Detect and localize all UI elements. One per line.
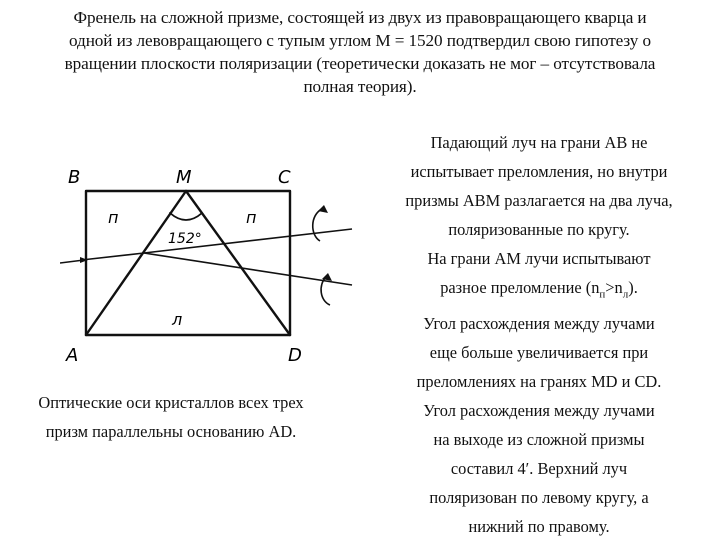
text-fragment: >n: [605, 278, 623, 297]
text-line: еще больше увеличивается при: [429, 343, 649, 363]
text-line: поляризованные по кругу.: [448, 220, 630, 239]
angle-arc: [170, 213, 202, 220]
label-bottom-prism: л: [172, 310, 183, 329]
refraction-line: [366, 273, 712, 309]
circular-arrow-left: [313, 209, 322, 241]
explanation-text: [366, 128, 712, 541]
intro-line: Френель на сложной призме, состоящей из двух из правовращающего кварца и: [73, 8, 647, 27]
ray-inner: [86, 253, 144, 260]
text-line: призмы АВМ разлагается на два луча,: [405, 191, 673, 210]
arrow-head: [318, 205, 328, 213]
text-line: испытывает преломления, но внутри: [410, 162, 668, 181]
subscript: л: [622, 288, 629, 301]
text-line: Падающий луч на грани АВ не: [430, 133, 648, 152]
label-c: C: [278, 167, 291, 188]
angle-label: 152°: [168, 231, 202, 247]
label-a: A: [66, 345, 79, 366]
text-line: Оптические оси кристаллов всех трех: [38, 393, 304, 412]
intro-line: вращении плоскости поляризации (теоретически доказать не мог – отсутствовала: [64, 54, 656, 73]
axes-note: [0, 388, 342, 446]
intro-line: одной из левовращающего с тупым углом М = 1520 подтвердил свою гипотезу о: [69, 31, 651, 50]
text-line: призм параллельны основанию AD.: [45, 422, 297, 441]
label-right-prism: п: [246, 208, 257, 227]
text-line: на выходе из сложной призмы: [433, 430, 645, 450]
text-line: На грани АМ лучи испытывают: [427, 249, 651, 268]
prism-diagram: [60, 155, 360, 375]
text-line: составил 4′. Верхний луч: [450, 459, 628, 479]
text-line: нижний по правому.: [468, 517, 610, 537]
text-fragment: ).: [628, 278, 638, 297]
text-fragment: разное преломление (n: [440, 278, 600, 297]
intro-paragraph: [6, 6, 714, 98]
text-line: Угол расхождения между лучами: [423, 314, 655, 334]
text-line: поляризован по левому кругу, а: [429, 488, 649, 508]
intro-line: полная теория).: [303, 77, 417, 96]
label-b: B: [68, 167, 81, 188]
label-d: D: [288, 345, 302, 366]
text-line: Угол расхождения между лучами: [423, 401, 655, 421]
text-line: преломлениях на гранях MD и CD.: [416, 372, 662, 392]
label-left-prism: п: [108, 208, 119, 227]
label-m: M: [176, 167, 192, 188]
subscript: п: [599, 288, 606, 301]
face-am: [86, 191, 186, 335]
lower-ray: [144, 253, 352, 285]
